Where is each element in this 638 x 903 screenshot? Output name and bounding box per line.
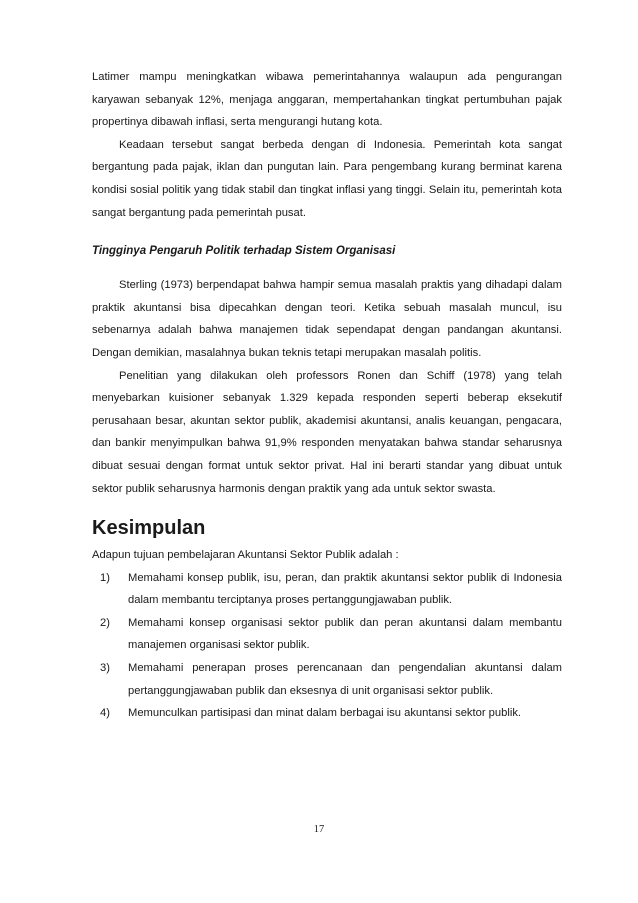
list-item-number: 3)	[100, 662, 110, 675]
list-item-text: Memahami konsep organisasi sektor publik dan peran akuntansi dalam membantu manajemen organisasi sektor publik.	[128, 616, 562, 652]
paragraph-indonesia: Keadaan tersebut sangat berbeda dengan di Indonesia. Pemerintah kota sangat bergantung pada pajak, iklan dan pungutan lain. Para pengembang kurang berminat karena kondisi sosial politik yang tidak stabil dan tingkat inflasi yang tinggi. Selain itu, pemerintah kota sangat bergantung pada pemerintah pusat.	[92, 138, 562, 219]
list-item-number: 2)	[100, 616, 110, 629]
section-subheading: Tingginya Pengaruh Politik terhadap Sistem Organisasi	[92, 245, 396, 258]
page-body	[92, 66, 562, 725]
conclusion-intro: Adapun tujuan pembelajaran Akuntansi Sektor Publik adalah :	[92, 549, 399, 562]
list-item	[92, 657, 562, 702]
list-item-number: 1)	[100, 571, 110, 584]
page-number: 17	[313, 824, 325, 835]
list-item-number: 4)	[100, 707, 110, 720]
paragraph-ronen-schiff: Penelitian yang dilakukan oleh professors Ronen dan Schiff (1978) yang telah menyebarkan kuisioner sebanyak 1.329 kepada responden seperti beberap eksekutif perusahaan besar, akuntan sektor publik, akademisi akuntansi, analis keuangan, pengacara, dan bankir menyimpulkan bahwa 91,9% responden menyatakan bahwa standar seharusnya dibuat sesuai dengan format untuk sektor privat. Hal ini berarti standar yang dibuat untuk sektor publik seharusnya harmonis dengan praktik yang ada untuk sektor swasta.	[92, 369, 562, 495]
list-item-text: Memahami konsep publik, isu, peran, dan praktik akuntansi sektor publik di Indonesia dalam membantu terciptanya proses pertanggungjawaban publik.	[128, 571, 562, 607]
objectives-list	[92, 567, 562, 725]
list-item	[92, 612, 562, 657]
section-heading-kesimpulan: Kesimpulan	[92, 517, 206, 540]
list-item-text: Memunculkan partisipasi dan minat dalam berbagai isu akuntansi sektor publik.	[128, 707, 522, 720]
list-item	[92, 702, 562, 725]
list-item-text: Memahami penerapan proses perencanaan dan pengendalian akuntansi dalam pertanggungjawaban publik dan eksesnya di unit organisasi sektor publik.	[128, 662, 562, 697]
paragraph-sterling: Sterling (1973) berpendapat bahwa hampir semua masalah praktis yang dihadapi dalam praktik akuntansi bisa dipecahkan dengan teori. Ketika sebuah masalah muncul, isu sebenarnya adalah bahwa manajemen tidak sependapat dengan pandangan akuntansi. Dengan demikian, masalahnya bukan teknis tetapi merupakan masalah politis.	[92, 279, 562, 359]
paragraph-latimer: Latimer mampu meningkatkan wibawa pemerintahannya walaupun ada pengurangan karyawan sebanyak 12%, menjaga anggaran, mempertahankan tingkat pertumbuhan pajak propertinya dibawah inflasi, serta mengurangi hutang kota.	[92, 71, 562, 129]
list-item	[92, 567, 562, 612]
